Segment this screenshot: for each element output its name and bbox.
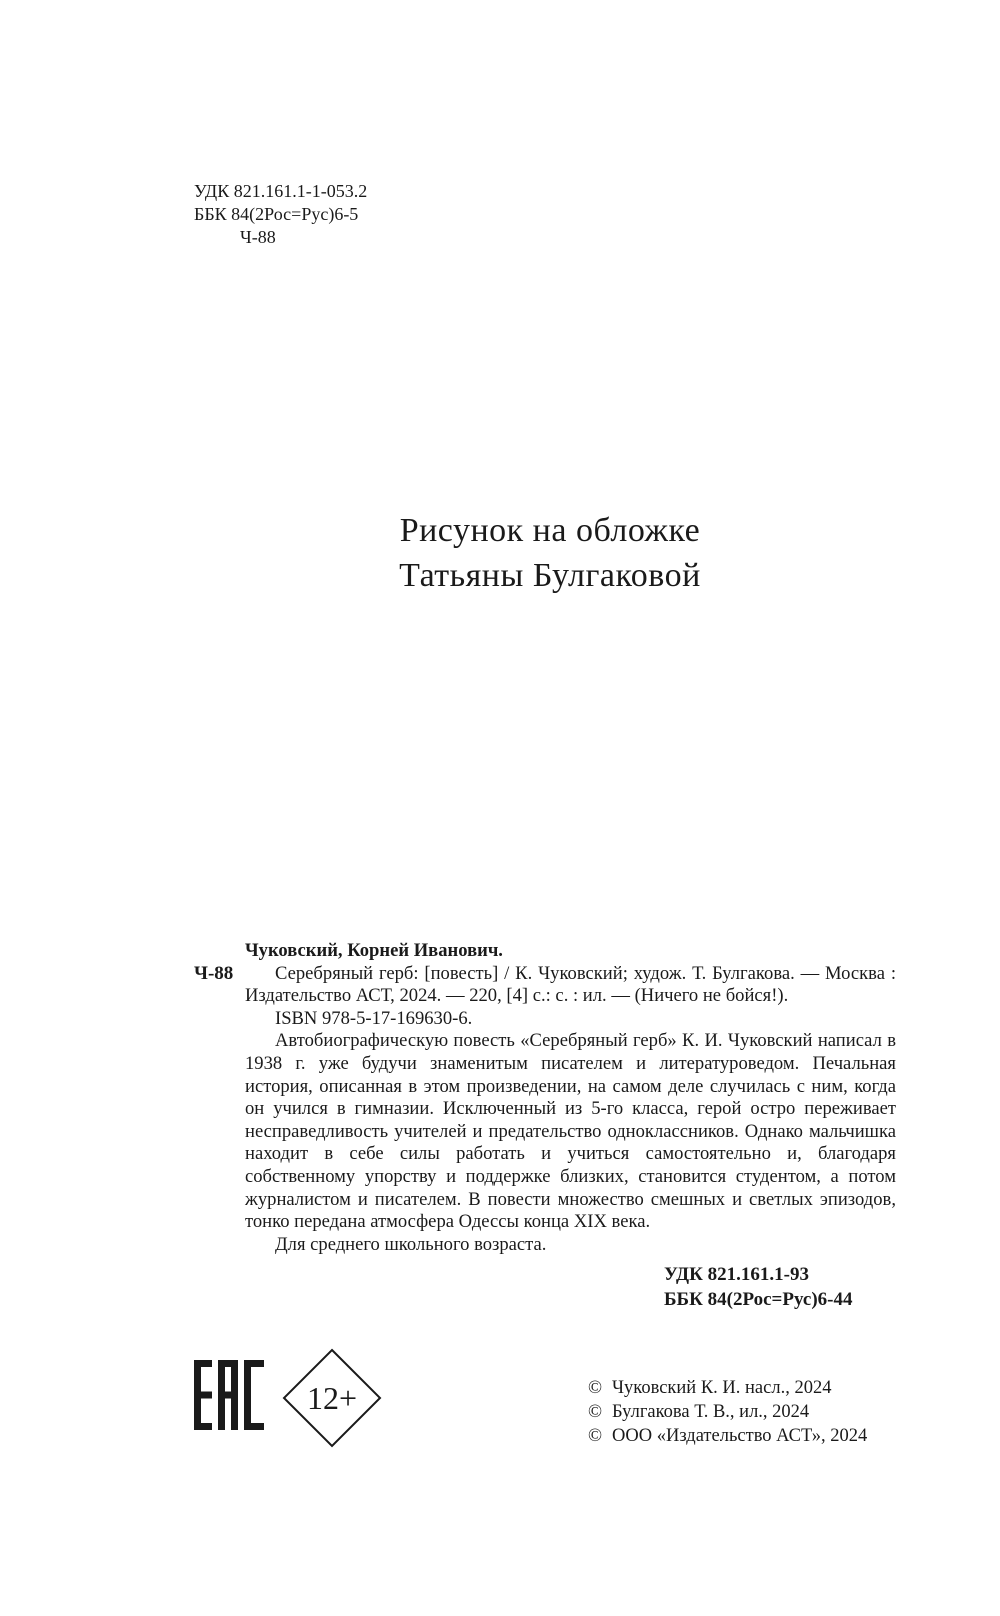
copyright-text: Чуковский К. И. насл., 2024	[612, 1378, 832, 1398]
top-classification-codes	[194, 180, 367, 249]
title-description: Серебряный герб: [повесть] / К. Чуковский; худож. Т. Булгакова. — Москва : Издательство АСТ, 2024. — 220, [4] с.: с. : ил. — (Ничего не бойся!).	[245, 962, 896, 1007]
copyright-icon: ©	[588, 1402, 603, 1422]
udk-code-bottom: УДК 821.161.1-93	[664, 1264, 809, 1285]
udk-code-top: УДК 821.161.1-1-053.2	[194, 181, 368, 201]
bottom-classification-codes	[664, 1262, 852, 1312]
copyright-icon: ©	[588, 1378, 603, 1398]
bbk-code-top: ББК 84(2Рос=Рус)6-5	[194, 204, 359, 224]
copyright-line	[588, 1424, 867, 1448]
copyright-line	[588, 1400, 867, 1424]
bbk-code-bottom: ББК 84(2Рос=Рус)6-44	[664, 1289, 853, 1310]
isbn: ISBN 978-5-17-169630-6.	[275, 1007, 473, 1029]
author-mark-bold: Ч-88	[194, 963, 234, 984]
author-heading: Чуковский, Корней Иванович.	[245, 940, 503, 961]
age-rating-text: 12+	[306, 1380, 358, 1416]
audience-note: Для среднего школьного возраста.	[275, 1233, 547, 1255]
copyright-icon: ©	[588, 1426, 603, 1446]
cover-illustration-credit	[360, 508, 740, 598]
age-rating-badge	[282, 1348, 382, 1448]
copyright-text: ООО «Издательство АСТ», 2024	[612, 1426, 868, 1446]
bibliographic-record	[245, 940, 896, 1256]
eac-conformity-mark-icon	[194, 1360, 264, 1430]
copyright-text: Булгакова Т. В., ил., 2024	[612, 1402, 810, 1422]
copyright-line	[588, 1376, 867, 1400]
cover-credit-line-1: Рисунок на обложке	[399, 512, 701, 549]
copyright-block	[588, 1376, 867, 1448]
annotation: Автобиографическую повесть «Серебряный герб» К. И. Чуковский написал в 1938 г. уже будучи знаменитым писателем и литературоведом. Печальная история, описанная в этом произведении, на самом деле случилась с ним, когда он учился в гимназии. Исключенный из 5-го класса, герой остро переживает несправедливость учителей и предательство одноклассников. Однако мальчишка находит в себе силы работать и учиться самостоятельно и, благодаря собственному упорству и поддержке близких, становится студентом, а потом журналистом и писателем. В повести множество смешных и светлых эпизодов, тонко передана атмосфера Одессы конца XIX века.	[245, 1030, 896, 1233]
cover-credit-line-2: Татьяны Булгаковой	[399, 557, 701, 594]
author-mark-top: Ч-88	[240, 227, 276, 247]
